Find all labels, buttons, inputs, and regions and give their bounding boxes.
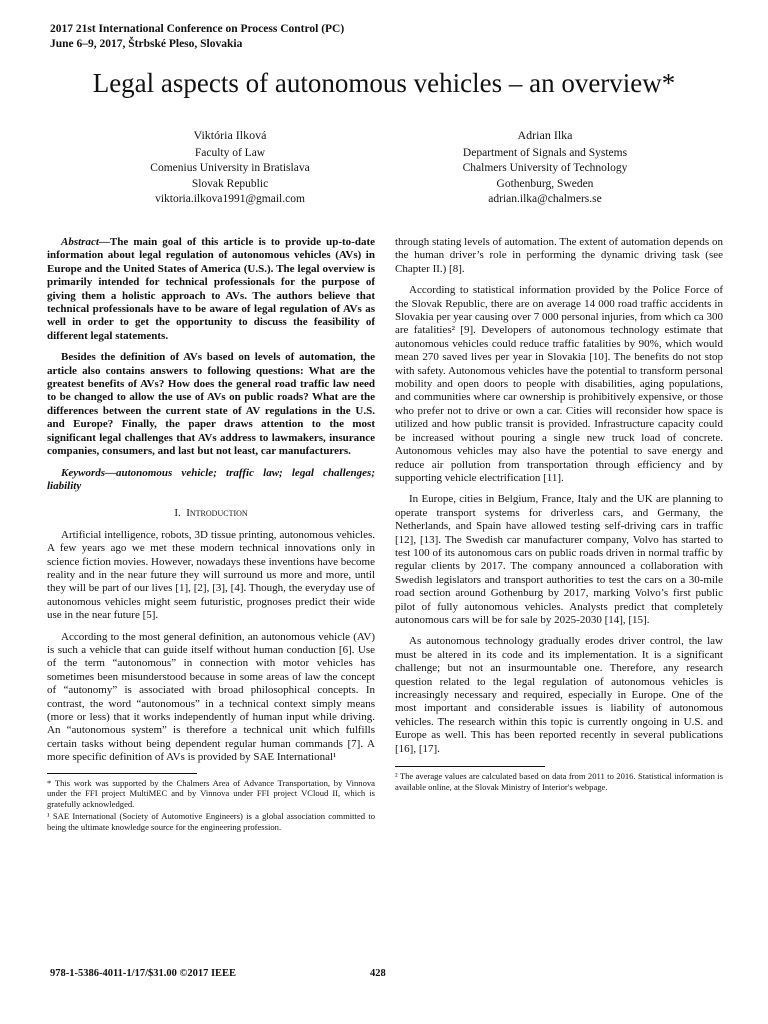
body-paragraph: According to the most general definition, an autonomous vehicle (AV) is such a vehicle that can guide itself without human conduction [6]. Use of the term “autonomous” in connection with motor vehicles has sometimes been misunderstood because in some areas of law the concept of “autonomy” is associated with broad philosophical concepts. In contrast, the word “autonomous” in a technical context simply means (more or less) that it works independently of human input while driving. An “autonomous system” is therefore a technical unit which fulfills certain tasks without being dependent regular human commands [7]. A more specific definition of AVs is provided by SAE International¹ <box>47 630 375 764</box>
section-number: I. <box>174 507 181 520</box>
abstract-paragraph <box>47 236 375 343</box>
author-name: Adrian Ilka <box>517 128 573 142</box>
body-paragraph: According to statistical information provided by the Police Force of the Slovak Republic, there are on average 14 000 road traffic accidents in Slovakia per year causing over 7 000 personal injuries, from which ca 300 are fatalities² [9]. Developers of autonomous technology estimate that autonomous vehicles could reduce traffic fatalities by 90%, which would mean 270 saved lives per year in Slovakia [10]. The benefits do not stop with safety. Autonomous vehicles have the potential to transform personal mobility and open doors to people with disabilities, aging populations, and communities where car ownership is prohibitively expensive, or those who prefer not to drive or own a car. Cities will reconsider how space is utilized and how public transit is provided. Infrastructure capacity could be increased without pouring a single new truck load of concrete. Autonomous vehicles may also have the potential to save energy and reduce air pollution from transportation through efficiency and by supporting vehicle electrification [11]. <box>395 284 723 484</box>
body-paragraph: Artificial intelligence, robots, 3D tissue printing, autonomous vehicles. A few years ago we met these modern technical innovations only in science fiction movies. However, nowadays these inventions have become reality and in the near future they will surround us more and more, until they will be part of our lives [1], [2], [3], [4]. Though, the everyday use of autonomous vehicles might seem futuristic, prognoses predict their wide use in the near future [5]. <box>47 528 375 622</box>
footnote-divider <box>47 773 197 774</box>
keywords: Keywords—autonomous vehicle; traffic law; legal challenges; liability <box>47 466 375 492</box>
body-paragraph: As autonomous technology gradually erodes driver control, the law must be altered in its code and its implementation. It is a significant challenge; but not an insurmountable one. Therefore, any research question related to the legal regulation of autonomous vehicles is increasingly necessary and required, especially in Europe. One of the most important and considerable issues is liability of autonomous vehicles. The research within this topic is currently ongoing in U.S. and Europe as well. This has been reported recently in several publications [16], [17]. <box>395 635 723 755</box>
author-affiliation-line: Comenius University in Bratislava <box>150 162 310 175</box>
author-block-1 <box>80 128 380 207</box>
page-number: 428 <box>370 968 386 979</box>
abstract-text: —The main goal of this article is to provide up-to-date information about legal regulation of autonomous vehicles (AVs) in Europe and the United States of America (U.S.). The legal overview is primarily intended for technical professionals for the purpose of giving them a holistic approach to AVs. The authors believe that technical professionals have to be aware of legal regulation of AVs as well in order to get the opportunity to discuss the feasibility of different legal statements. <box>47 236 375 342</box>
author-affiliation-line: Slovak Republic <box>191 177 269 190</box>
body-paragraph: through stating levels of automation. The extent of automation depends on the human driver’s role in performing the dynamic driving task (see Chapter II.) [8]. <box>395 236 723 275</box>
author-affiliation-line: Faculty of Law <box>194 147 266 160</box>
author-block-2 <box>395 128 695 207</box>
author-affiliation-line: Chalmers University of Technology <box>462 162 628 175</box>
author-affiliation-line: Department of Signals and Systems <box>462 147 628 160</box>
footnote: ¹ SAE International (Society of Automotive Engineers) is a global association committed to being the ultimate knowledge source for the engineering profession. <box>47 811 375 832</box>
author-email: adrian.ilka@chalmers.se <box>488 192 602 205</box>
footnote: * This work was supported by the Chalmers Area of Advance Transportation, by Vinnova under the FFI project MultiMEC and by Vinnova under FFI project VCloud II, which is gratefully acknowledged. <box>47 777 375 810</box>
conference-header <box>50 22 344 52</box>
conference-name: 2017 21st International Conference on Process Control (PC) <box>50 23 345 35</box>
section-title: Introduction <box>186 507 248 520</box>
section-heading <box>47 507 375 520</box>
author-name: Viktória Ilková <box>193 128 267 142</box>
copyright-footer: 978-1-5386-4011-1/17/$31.00 ©2017 IEEE <box>50 968 237 979</box>
footnote-divider <box>395 766 545 767</box>
abstract-paragraph-2: Besides the definition of AVs based on levels of automation, the article also contains answers to following questions: What are the greatest benefits of AVs? How does the general road traffic law need to be changed to allow the use of AVs on public roads? What are the differences between the current state of AV regulations in the U.S. and Europe? Finally, the paper draws attention to the most significant legal challenges that AVs address to lawmakers, insurance companies, consumers, and last but not least, car manufacturers. <box>47 351 375 458</box>
author-affiliation-line: Gothenburg, Sweden <box>496 177 594 190</box>
body-paragraph: In Europe, cities in Belgium, France, Italy and the UK are planning to operate transport systems for driverless cars, and Germany, the Netherlands, and Spain have allowed testing self-driving cars in traffic [12], [13]. The Swedish car manufacturer company, Volvo has started to test 100 of its autonomous cars on public roads driven in normal traffic by regular clients by 2017. The company announced a collaboration with Swedish legislators and transport authorities to test the cars on a 30-mile road section around Gothenburg by 2017, marking Volvo’s first public pilot of fully autonomous vehicles. Analysts predict that completely autonomous cars will be for sale by 2025-2030 [14], [15]. <box>395 493 723 626</box>
right-column <box>395 236 723 794</box>
paper-title: Legal aspects of autonomous vehicles – an overview* <box>92 68 676 98</box>
author-email: viktoria.ilkova1991@gmail.com <box>155 192 305 205</box>
footnote: ² The average values are calculated based on data from 2011 to 2016. Statistical information is available online, at the Slovak Ministry of Interior's webpage. <box>395 771 723 792</box>
left-column <box>47 236 375 834</box>
conference-date-location: June 6–9, 2017, Štrbské Pleso, Slovakia <box>50 38 243 50</box>
abstract-label: Abstract <box>61 236 99 248</box>
